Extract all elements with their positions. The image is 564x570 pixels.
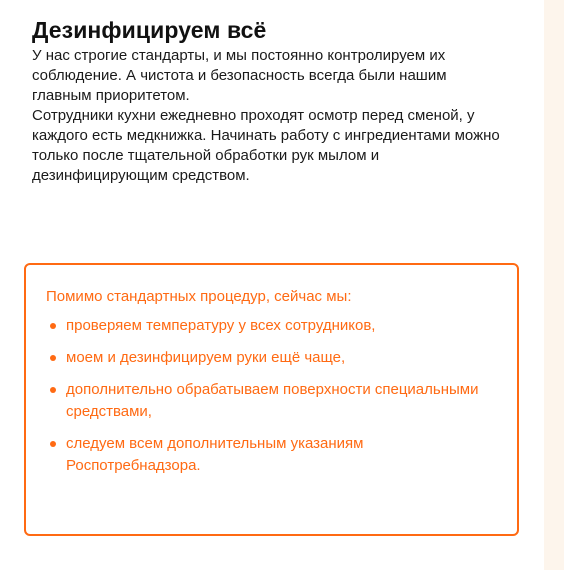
notice-intro: Помимо стандартных процедур, сейчас мы:	[46, 288, 352, 305]
section-heading: Дезинфицируем всё	[32, 17, 267, 43]
bullet-dot-icon	[50, 323, 56, 329]
notice-list	[46, 315, 497, 477]
list-item-text: следуем всем дополнительным указаниям Роспотребнадзора.	[66, 435, 364, 474]
bullet-dot-icon	[50, 355, 56, 361]
bullet-dot-icon	[50, 387, 56, 393]
list-item	[46, 433, 497, 477]
list-item	[46, 315, 497, 337]
side-panel-edge	[544, 0, 564, 570]
bullet-dot-icon	[50, 441, 56, 447]
list-item	[46, 379, 497, 423]
list-item-text: дополнительно обрабатываем поверхности специальными средствами,	[66, 381, 479, 420]
list-item-text: проверяем температуру у всех сотрудников,	[66, 317, 376, 334]
disinfection-section	[32, 14, 532, 186]
paragraph-kitchen-staff: Сотрудники кухни ежедневно проходят осмотр перед сменой, у каждого есть медкнижка. Начинать работу с ингредиентами можно только после тщательной обработки рук мылом и дезинфицирующим средством.	[32, 107, 500, 184]
paragraph-standards: У нас строгие стандарты, и мы постоянно контролируем их соблюдение. А чистота и безопасность всегда были нашим главным приоритетом.	[32, 47, 447, 104]
list-item	[46, 347, 497, 369]
notice-box	[24, 263, 519, 536]
list-item-text: моем и дезинфицируем руки ещё чаще,	[66, 349, 346, 366]
